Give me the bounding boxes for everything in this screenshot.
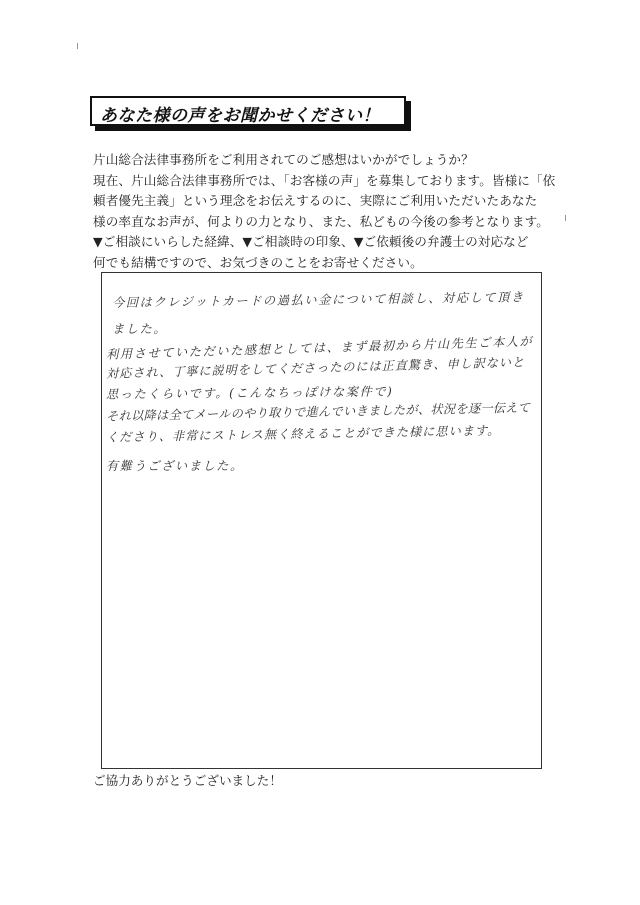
intro-line: 何でも結構ですので、お気づきのことをお寄せください。 (93, 254, 423, 270)
handwritten-line: 対応され、丁寧に説明をしてくださったのには正直驚き、申し訳ないと (105, 355, 526, 381)
scan-mark-right (565, 215, 566, 221)
page-title: あなた様の声をお聞かせください！ (100, 106, 380, 126)
handwritten-line: 今回はクレジットカードの過払い金について相談し、対応して頂き (111, 290, 525, 310)
page-title-box (90, 96, 406, 126)
handwritten-line: くださり、非常にストレス無く終えることができた様に思います。 (105, 423, 501, 445)
handwritten-line: ました。 (112, 322, 168, 336)
handwritten-line: 思ったくらいです。(こんなちっぽけな案件で) (105, 384, 394, 402)
handwritten-line: 利用させていただいた感想としては、まず最初から片山先生ご本人が (105, 334, 534, 362)
intro-line: 片山総合法律事務所をご利用されてのご感想はいかがでしょうか？ (93, 152, 474, 167)
intro-line: 様の率直なお声が、何よりの力となり、また、私どもの今後の参考となります。 (93, 213, 549, 229)
intro-line: ▼ご相談にいらした経緯、▼ご相談時の印象、▼ご依頼後の弁護士の対応など (93, 234, 529, 249)
intro-text (93, 150, 556, 273)
closing-message: ご協力ありがとうございました！ (93, 773, 282, 788)
intro-line: 頼者優先主義」という理念をお伝えするのに、実際にご利用いただいたあなた (93, 193, 538, 208)
response-box (101, 272, 542, 769)
handwritten-line: 有難うございました。 (106, 459, 244, 473)
scan-mark-top (77, 43, 78, 49)
intro-line: 現在、片山総合法律事務所では、「お客様の声」を募集しております。皆様に「依 (93, 172, 556, 188)
handwritten-line: それ以降は全てメールのやり取りで進んでいきましたが、状況を逐一伝えて (105, 400, 531, 424)
